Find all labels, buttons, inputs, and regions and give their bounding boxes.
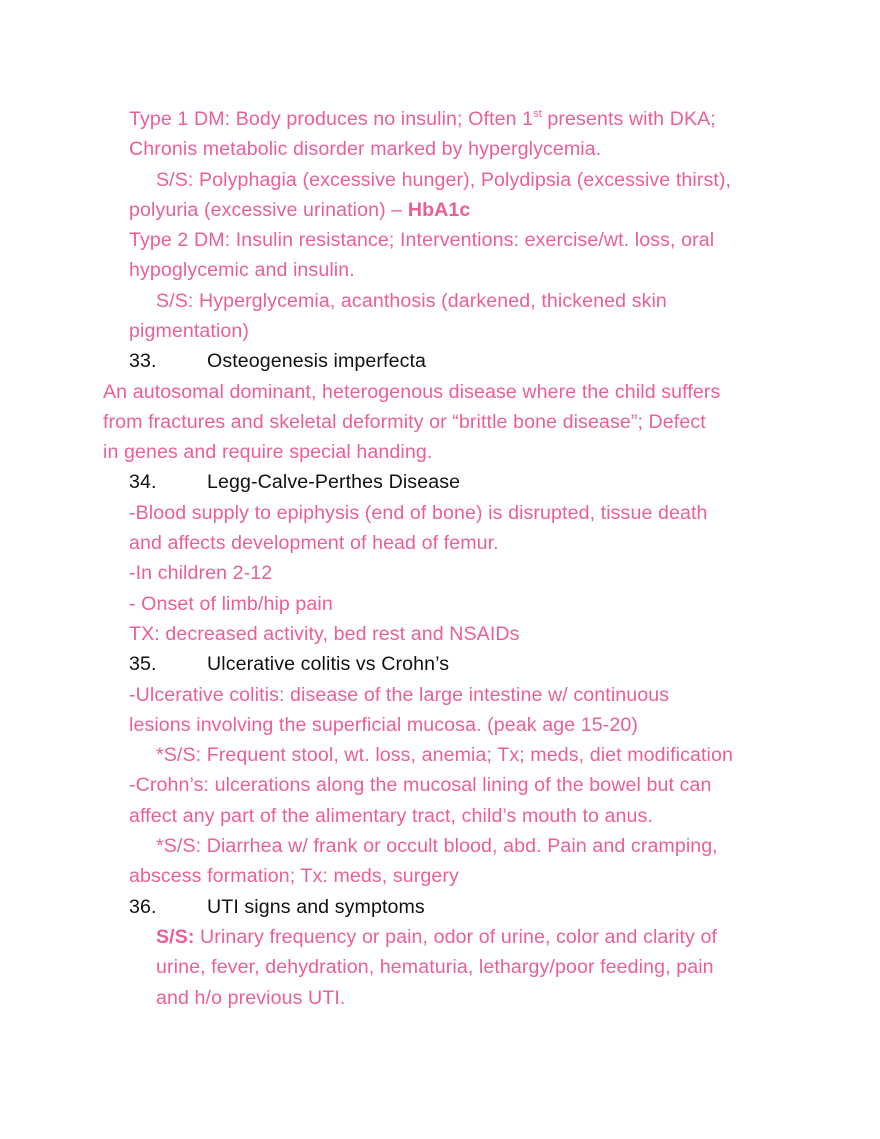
type1-dm-line-2: Chronis metabolic disorder marked by hyperglycemia. xyxy=(129,138,602,160)
heading-33 xyxy=(129,346,426,376)
type2-ss-line-2: pigmentation) xyxy=(129,320,250,342)
lcp-line-4: - Onset of limb/hip pain xyxy=(129,593,333,615)
type1-dm-line xyxy=(129,104,716,134)
uc-line-1: -Ulcerative colitis: disease of the large intestine w/ continuous xyxy=(129,684,670,706)
heading-number: 35. xyxy=(129,653,157,675)
lcp-line-1: -Blood supply to epiphysis (end of bone) is disrupted, tissue death xyxy=(129,502,708,524)
lcp-line-5: TX: decreased activity, bed rest and NSAIDs xyxy=(129,623,520,645)
ss-bold-label: S/S: xyxy=(156,926,195,948)
type1-ss-text: polyuria (excessive urination) – xyxy=(129,199,408,221)
uti-line-3: and h/o previous UTI. xyxy=(156,987,346,1009)
heading-number: 34. xyxy=(129,471,157,493)
uti-line-2: urine, fever, dehydration, hematuria, lethargy/poor feeding, pain xyxy=(156,956,714,978)
type1-ss-line-2 xyxy=(129,195,470,225)
crohns-ss-line: *S/S: Diarrhea w/ frank or occult blood, abd. Pain and cramping, xyxy=(156,835,718,857)
superscript: st xyxy=(533,108,542,120)
oi-line-1: An autosomal dominant, heterogenous disease where the child suffers xyxy=(103,381,721,403)
heading-title: Osteogenesis imperfecta xyxy=(207,350,427,372)
type1-dm-text: Type 1 DM: Body produces no insulin; Often 1 xyxy=(129,108,534,130)
type1-dm-text-cont: presents with DKA; xyxy=(541,108,716,130)
type2-dm-line: Type 2 DM: Insulin resistance; Interventions: exercise/wt. loss, oral xyxy=(129,229,715,251)
uc-line-2: lesions involving the superficial mucosa. (peak age 15-20) xyxy=(129,714,638,736)
lcp-line-2: and affects development of head of femur. xyxy=(129,532,499,554)
uti-line-1 xyxy=(156,922,717,952)
uc-ss-line: *S/S: Frequent stool, wt. loss, anemia; Tx; meds, diet modification xyxy=(156,744,733,766)
type2-ss-line: S/S: Hyperglycemia, acanthosis (darkened, thickened skin xyxy=(156,290,667,312)
heading-36 xyxy=(129,892,425,922)
oi-line-3: in genes and require special handing. xyxy=(103,441,433,463)
type2-dm-line-2: hypoglycemic and insulin. xyxy=(129,259,355,281)
hba1c-bold: HbA1c xyxy=(407,199,471,221)
crohns-ss-line-2: abscess formation; Tx: meds, surgery xyxy=(129,865,459,887)
crohns-line-1: -Crohn’s: ulcerations along the mucosal lining of the bowel but can xyxy=(129,774,712,796)
heading-title: Legg-Calve-Perthes Disease xyxy=(207,471,461,493)
type1-ss-line: S/S: Polyphagia (excessive hunger), Polydipsia (excessive thirst), xyxy=(156,169,732,191)
heading-number: 33. xyxy=(129,350,157,372)
crohns-line-2: affect any part of the alimentary tract, child’s mouth to anus. xyxy=(129,805,653,827)
heading-35 xyxy=(129,649,449,679)
heading-number: 36. xyxy=(129,896,157,918)
uti-text: Urinary frequency or pain, odor of urine, color and clarity of xyxy=(194,926,718,948)
lcp-line-3: -In children 2-12 xyxy=(129,562,273,584)
oi-line-2: from fractures and skeletal deformity or “brittle bone disease”; Defect xyxy=(103,411,706,433)
heading-34 xyxy=(129,467,460,497)
heading-title: Ulcerative colitis vs Crohn’s xyxy=(207,653,450,675)
heading-title: UTI signs and symptoms xyxy=(207,896,425,918)
